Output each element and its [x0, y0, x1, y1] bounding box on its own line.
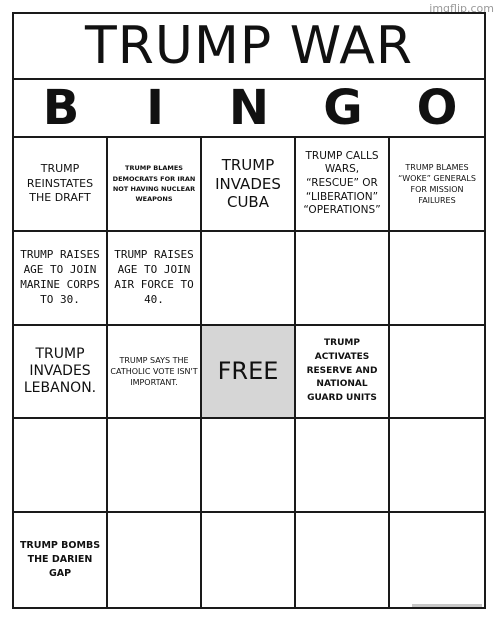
bingo-cell-g2 [296, 232, 390, 326]
bingo-cell-n2 [202, 232, 296, 326]
bingo-cell-g1: TRUMP CALLS WARS, “RESCUE” OR “LIBERATION” “OPERATIONS” [296, 138, 390, 232]
bingo-letter-row [14, 80, 484, 138]
bingo-cell-g4 [296, 419, 390, 513]
bingo-cell-b5: TRUMP BOMBS THE DARIEN GAP [14, 513, 108, 607]
bingo-cell-i4 [108, 419, 202, 513]
letter-n: N [228, 80, 270, 136]
bingo-cell-o5 [390, 513, 484, 607]
template-credit-mark [412, 604, 482, 607]
bingo-cell-b4 [14, 419, 108, 513]
bingo-cell-o2 [390, 232, 484, 326]
free-space: FREE [202, 326, 296, 420]
bingo-grid [14, 138, 484, 607]
bingo-cell-n5 [202, 513, 296, 607]
bingo-cell-i3: TRUMP SAYS THE CATHOLIC VOTE ISN'T IMPORTANT. [108, 326, 202, 420]
letter-i: I [146, 80, 164, 136]
bingo-cell-n4 [202, 419, 296, 513]
bingo-cell-n1: TRUMP INVADES CUBA [202, 138, 296, 232]
bingo-cell-g5 [296, 513, 390, 607]
bingo-cell-o1: TRUMP BLAMES “WOKE” GENERALS FOR MISSION FAILURES [390, 138, 484, 232]
bingo-cell-g3: TRUMP ACTIVATES RESERVE AND NATIONAL GUARD UNITS [296, 326, 390, 420]
bingo-cell-i1: TRUMP BLAMES DEMOCRATS FOR IRAN NOT HAVING NUCLEAR WEAPONS [108, 138, 202, 232]
bingo-cell-i5 [108, 513, 202, 607]
letter-b: B [42, 80, 80, 136]
bingo-cell-b3: TRUMP INVADES LEBANON. [14, 326, 108, 420]
bingo-title: TRUMP WAR [14, 14, 484, 80]
bingo-cell-o4 [390, 419, 484, 513]
letter-o: O [416, 80, 458, 136]
bingo-cell-b2: TRUMP RAISES AGE TO JOIN MARINE CORPS TO 30. [14, 232, 108, 326]
letter-g: G [323, 80, 363, 136]
bingo-cell-o3 [390, 326, 484, 420]
bingo-cell-i2: TRUMP RAISES AGE TO JOIN AIR FORCE TO 40. [108, 232, 202, 326]
watermark: imgflip.com [429, 2, 494, 15]
bingo-cell-b1: TRUMP REINSTATES THE DRAFT [14, 138, 108, 232]
